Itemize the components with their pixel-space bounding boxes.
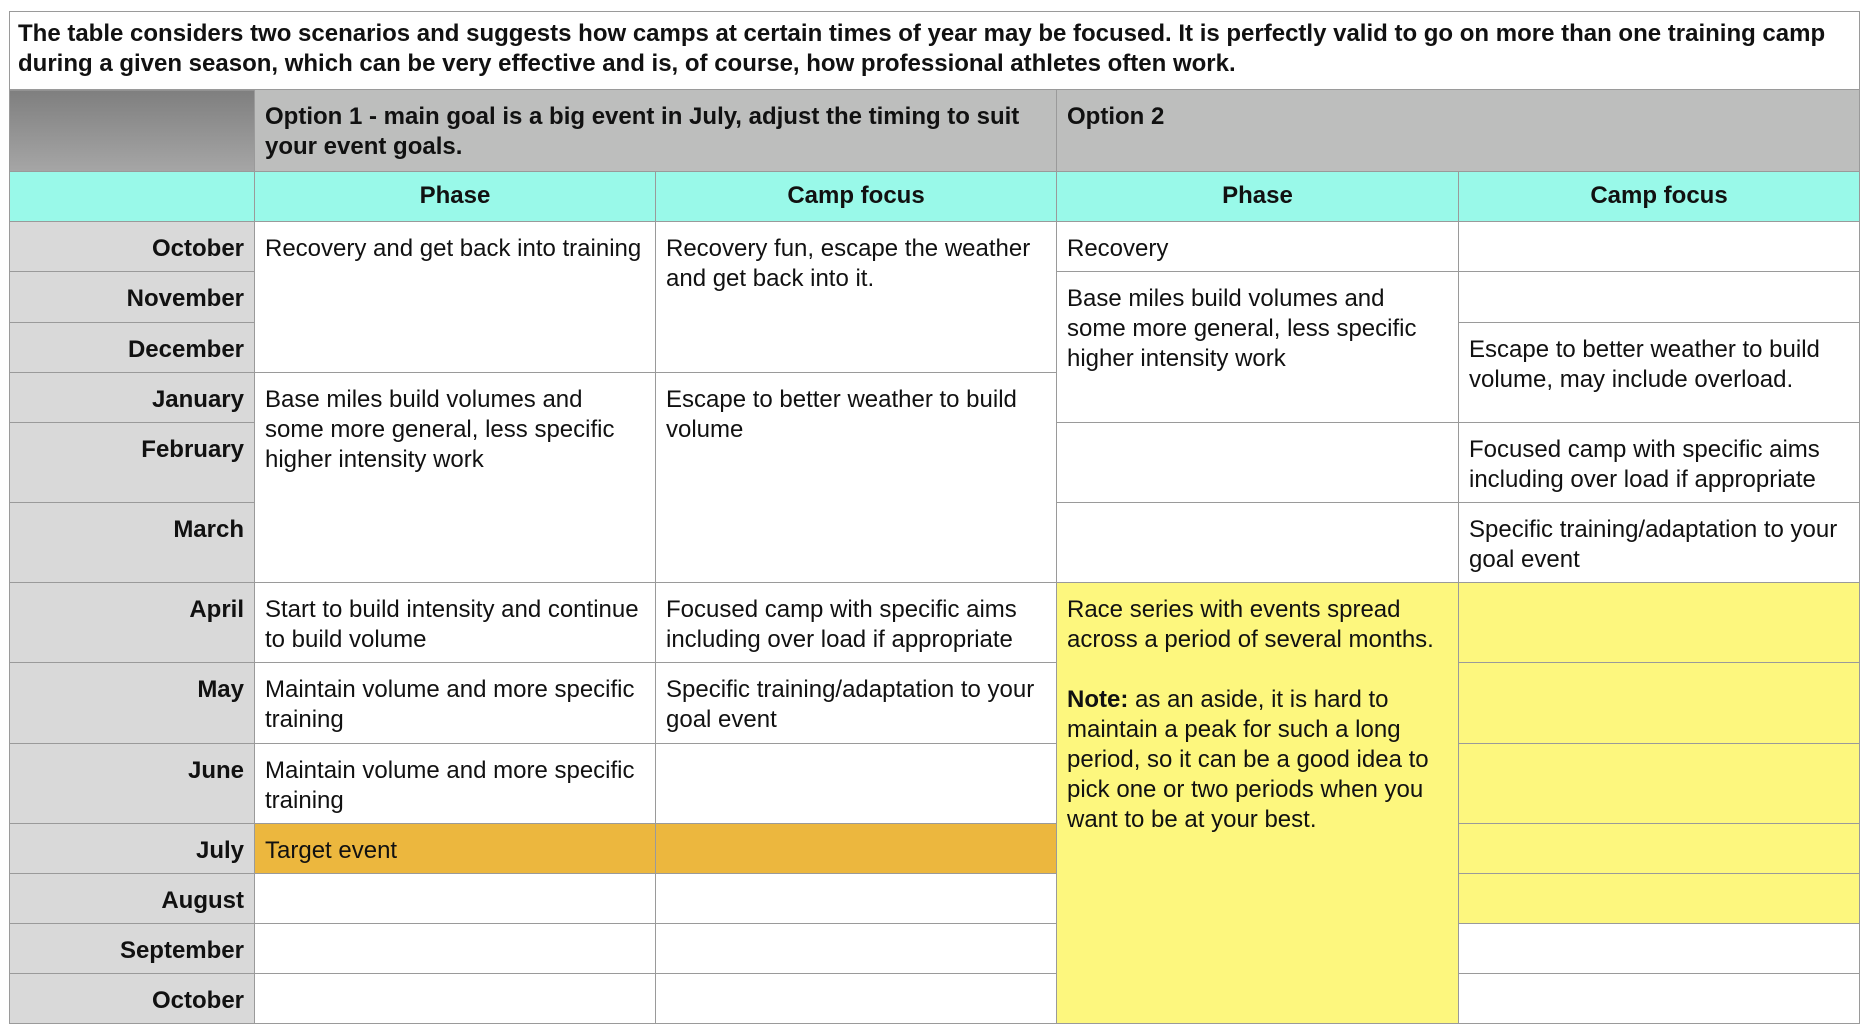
option2-race-series-cell: [1057, 583, 1459, 1024]
table-row: [10, 874, 1860, 924]
corner-cell: [10, 90, 255, 172]
sub-header-row: [10, 172, 1860, 222]
note-text: as an aside, it is hard to maintain a peak for such a long period, so it can be a good idea to pick one or two periods when you want to be at your best.: [1067, 686, 1429, 833]
month-cell: March: [10, 503, 255, 583]
option1-phase-cell: [255, 874, 656, 924]
option1-phase-cell: Base miles build volumes and some more general, less specific higher intensity work: [255, 373, 656, 583]
month-cell: June: [10, 744, 255, 824]
month-cell: August: [10, 874, 255, 924]
option2-phase-header: Phase: [1057, 172, 1459, 222]
option2-phase-cell: Recovery: [1057, 222, 1459, 272]
month-cell: July: [10, 824, 255, 874]
table-row: [10, 824, 1860, 874]
option2-focus-cell: [1459, 272, 1860, 323]
option-header-row: [10, 90, 1860, 172]
option1-focus-cell: [656, 924, 1057, 974]
option2-phase-cell: [1057, 423, 1459, 503]
table-row: [10, 924, 1860, 974]
option1-focus-cell: [656, 824, 1057, 874]
table-row: [10, 663, 1860, 744]
option1-focus-cell: Specific training/adaptation to your goal event: [656, 663, 1057, 744]
option2-focus-cell: [1459, 824, 1860, 874]
option1-phase-cell: Maintain volume and more specific training: [255, 663, 656, 744]
option1-phase-cell: Recovery and get back into training: [255, 222, 656, 373]
option2-focus-cell: Specific training/adaptation to your goal event: [1459, 503, 1860, 583]
month-cell: May: [10, 663, 255, 744]
option1-target-event-cell: Target event: [255, 824, 656, 874]
note-label: Note:: [1067, 686, 1129, 713]
option2-focus-cell: [1459, 583, 1860, 663]
option2-phase-cell: [1459, 924, 1860, 974]
option1-focus-cell: Focused camp with specific aims including over load if appropriate: [656, 583, 1057, 663]
option2-focus-cell: [1459, 663, 1860, 744]
option1-phase-header: Phase: [255, 172, 656, 222]
table-row: [10, 222, 1860, 272]
option2-focus-cell: Focused camp with specific aims including over load if appropriate: [1459, 423, 1860, 503]
option2-header: Option 2: [1057, 90, 1860, 172]
month-cell: October: [10, 222, 255, 272]
option2-focus-header: Camp focus: [1459, 172, 1860, 222]
option1-focus-cell: [656, 744, 1057, 824]
month-cell: February: [10, 423, 255, 503]
option1-focus-cell: Escape to better weather to build volume: [656, 373, 1057, 583]
month-header-cell: [10, 172, 255, 222]
option2-focus-cell: Escape to better weather to build volume, may include overload.: [1459, 323, 1860, 423]
option1-header: Option 1 - main goal is a big event in July, adjust the timing to suit your event goals.: [255, 90, 1057, 172]
option1-focus-cell: [656, 974, 1057, 1024]
race-series-text: Race series with events spread across a period of several months.: [1067, 596, 1434, 653]
month-cell: October: [10, 974, 255, 1024]
month-cell: September: [10, 924, 255, 974]
option1-phase-cell: Maintain volume and more specific training: [255, 744, 656, 824]
option1-focus-cell: [656, 874, 1057, 924]
month-cell: January: [10, 373, 255, 423]
option2-focus-cell: [1459, 874, 1860, 924]
option2-phase-cell: Base miles build volumes and some more general, less specific higher intensity work: [1057, 272, 1459, 423]
option2-phase-cell: [1459, 974, 1860, 1024]
table-row: [10, 583, 1860, 663]
month-cell: November: [10, 272, 255, 323]
option2-focus-cell: [1459, 222, 1860, 272]
option1-phase-cell: [255, 974, 656, 1024]
caption-row: [10, 12, 1860, 90]
month-cell: December: [10, 323, 255, 373]
option1-phase-cell: [255, 924, 656, 974]
option1-phase-cell: Start to build intensity and continue to build volume: [255, 583, 656, 663]
month-cell: April: [10, 583, 255, 663]
table-row: [10, 744, 1860, 824]
table-caption: The table considers two scenarios and suggests how camps at certain times of year may be focused. It is perfectly valid to go on more than one training camp during a given season, which can be very effective and is, of course, how professional athletes often work.: [10, 12, 1860, 90]
option1-focus-cell: Recovery fun, escape the weather and get back into it.: [656, 222, 1057, 373]
option2-focus-cell: [1459, 744, 1860, 824]
table-row: [10, 974, 1860, 1024]
option2-phase-cell: [1057, 503, 1459, 583]
option1-focus-header: Camp focus: [656, 172, 1057, 222]
training-camp-table: [9, 11, 1860, 1024]
